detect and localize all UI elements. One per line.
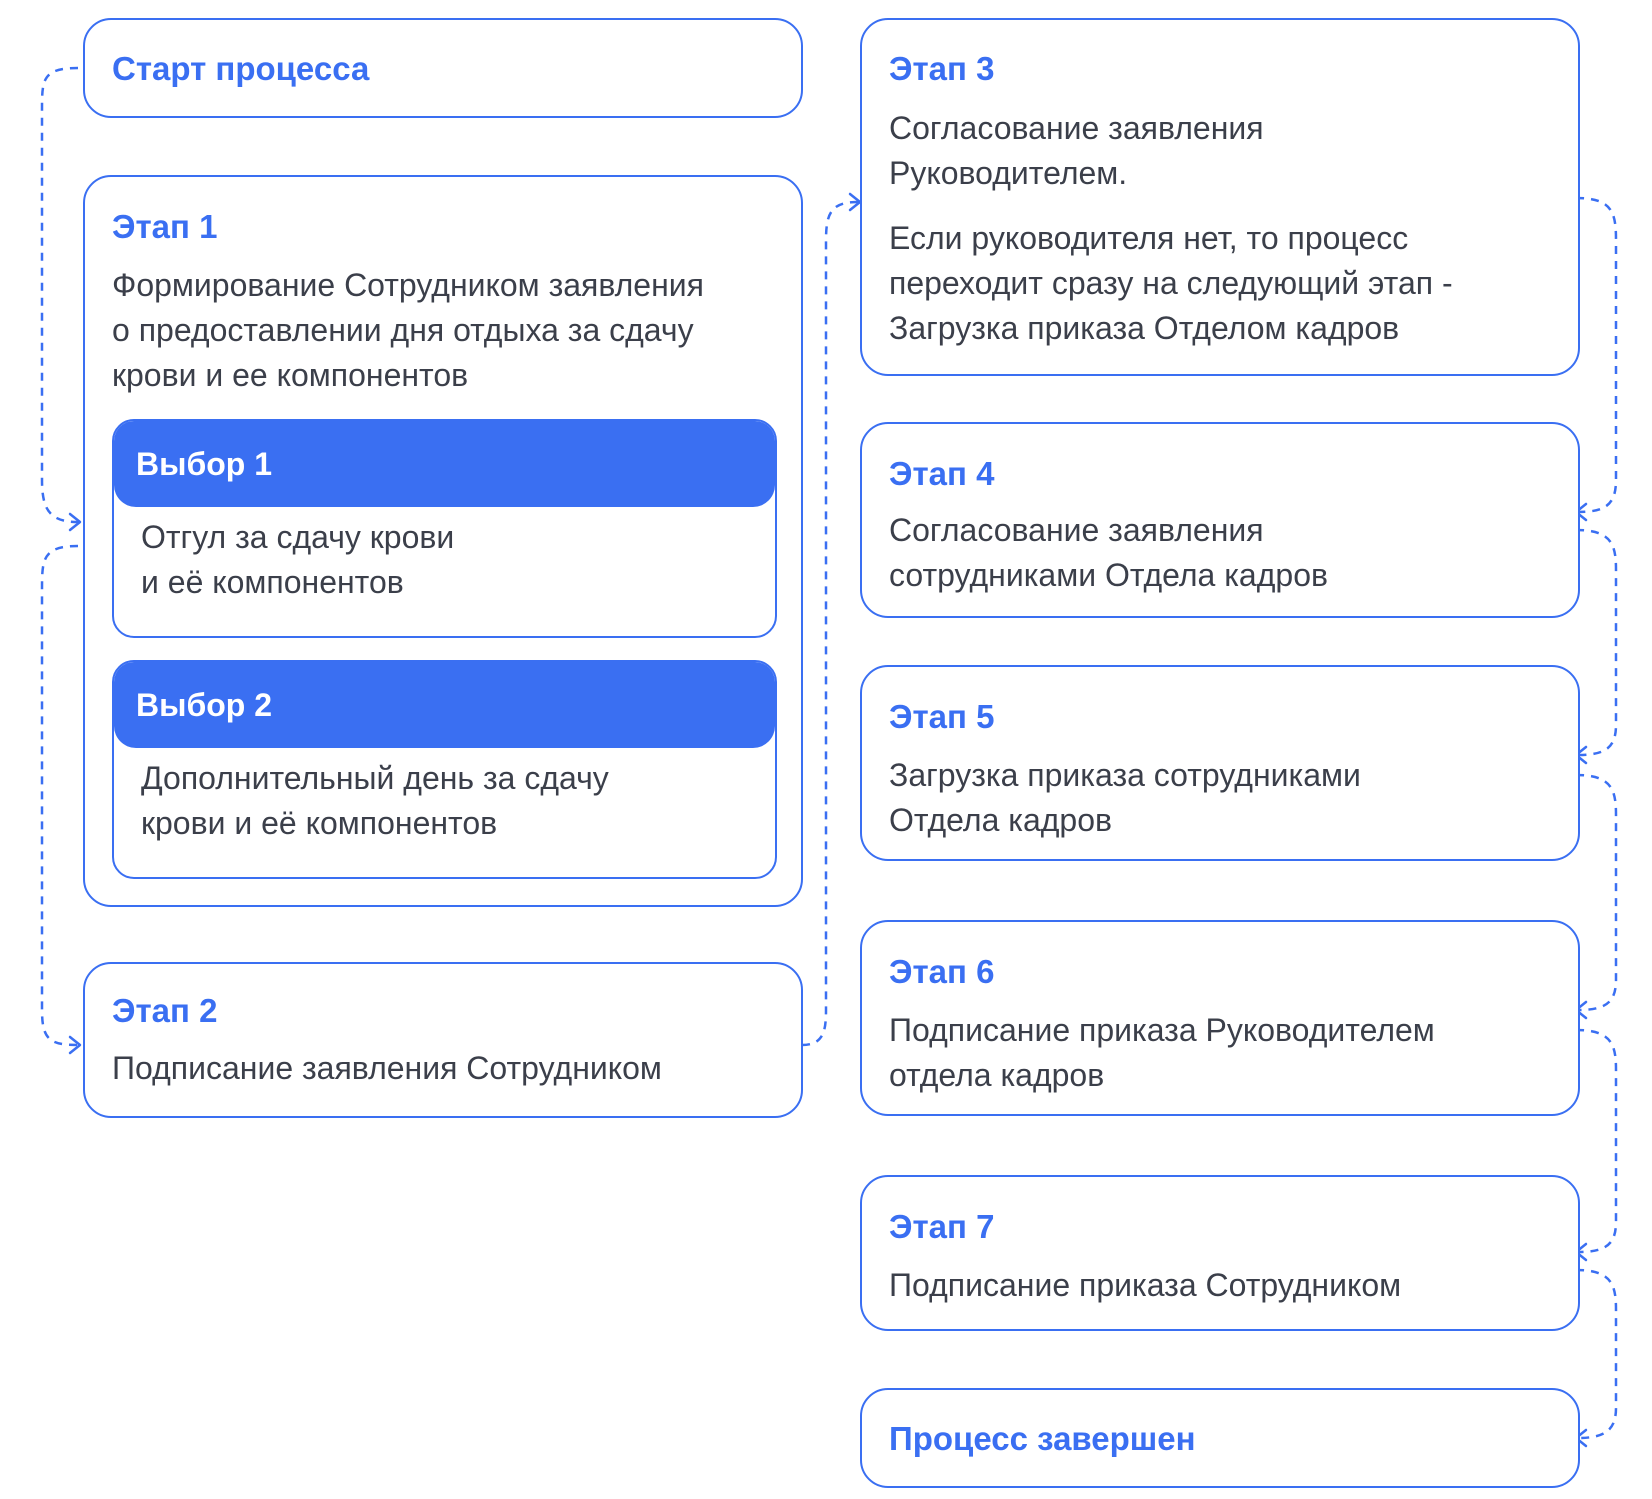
connector-start-to-stage1	[42, 68, 78, 522]
start-title: Старт процесса	[112, 50, 370, 87]
connector-stage5-to-stage6	[1576, 775, 1616, 1010]
connector-stage1-to-stage2	[42, 546, 78, 1045]
connector-stage4-to-stage5	[1576, 530, 1616, 755]
choice-2-text: Дополнительный день за сдачу крови и её компонентов	[141, 760, 609, 841]
stage2-description: Подписание заявления Сотрудником	[112, 1050, 662, 1086]
stage7-node	[860, 1175, 1580, 1331]
choice-1-title: Выбор 1	[114, 421, 775, 507]
stage4-description: Согласование заявления сотрудниками Отдела кадров	[889, 512, 1328, 593]
stage6-description: Подписание приказа Руководителем отдела кадров	[889, 1012, 1435, 1093]
connector-stage3-to-stage4	[1576, 198, 1616, 512]
stage1-title: Этап 1	[112, 208, 218, 245]
stage4-node	[860, 422, 1580, 618]
choice-2	[112, 660, 777, 879]
start-node	[83, 18, 803, 118]
stage6-title: Этап 6	[889, 953, 995, 990]
stage1-description: Формирование Сотрудником заявления о предоставлении дня отдыха за сдачу крови и ее компонентов	[112, 267, 704, 393]
stage1-node	[83, 175, 803, 907]
stage5-node	[860, 665, 1580, 861]
choice-1-text: Отгул за сдачу крови и её компонентов	[141, 519, 455, 600]
stage6-node	[860, 920, 1580, 1116]
stage2-title: Этап 2	[112, 992, 218, 1029]
end-node	[860, 1388, 1580, 1488]
choice-2-title: Выбор 2	[114, 662, 775, 748]
stage4-title: Этап 4	[889, 455, 995, 492]
stage3-title: Этап 3	[889, 50, 995, 87]
stage7-title: Этап 7	[889, 1208, 995, 1245]
stage3-note: Если руководителя нет, то процесс переходит сразу на следующий этап - Загрузка приказа Отделом кадров	[889, 220, 1453, 346]
choice-1	[112, 419, 777, 638]
stage7-description: Подписание приказа Сотрудником	[889, 1267, 1402, 1303]
stage2-node	[83, 962, 803, 1118]
connector-stage6-to-stage7	[1576, 1030, 1616, 1252]
stage3-description: Согласование заявления Руководителем.	[889, 110, 1264, 191]
stage5-title: Этап 5	[889, 698, 995, 735]
stage3-node	[860, 18, 1580, 376]
stage5-description: Загрузка приказа сотрудниками Отдела кадров	[889, 757, 1361, 838]
connector-stage2-to-stage3	[802, 202, 858, 1045]
end-title: Процесс завершен	[889, 1420, 1196, 1457]
connector-stage7-to-end	[1576, 1270, 1616, 1438]
